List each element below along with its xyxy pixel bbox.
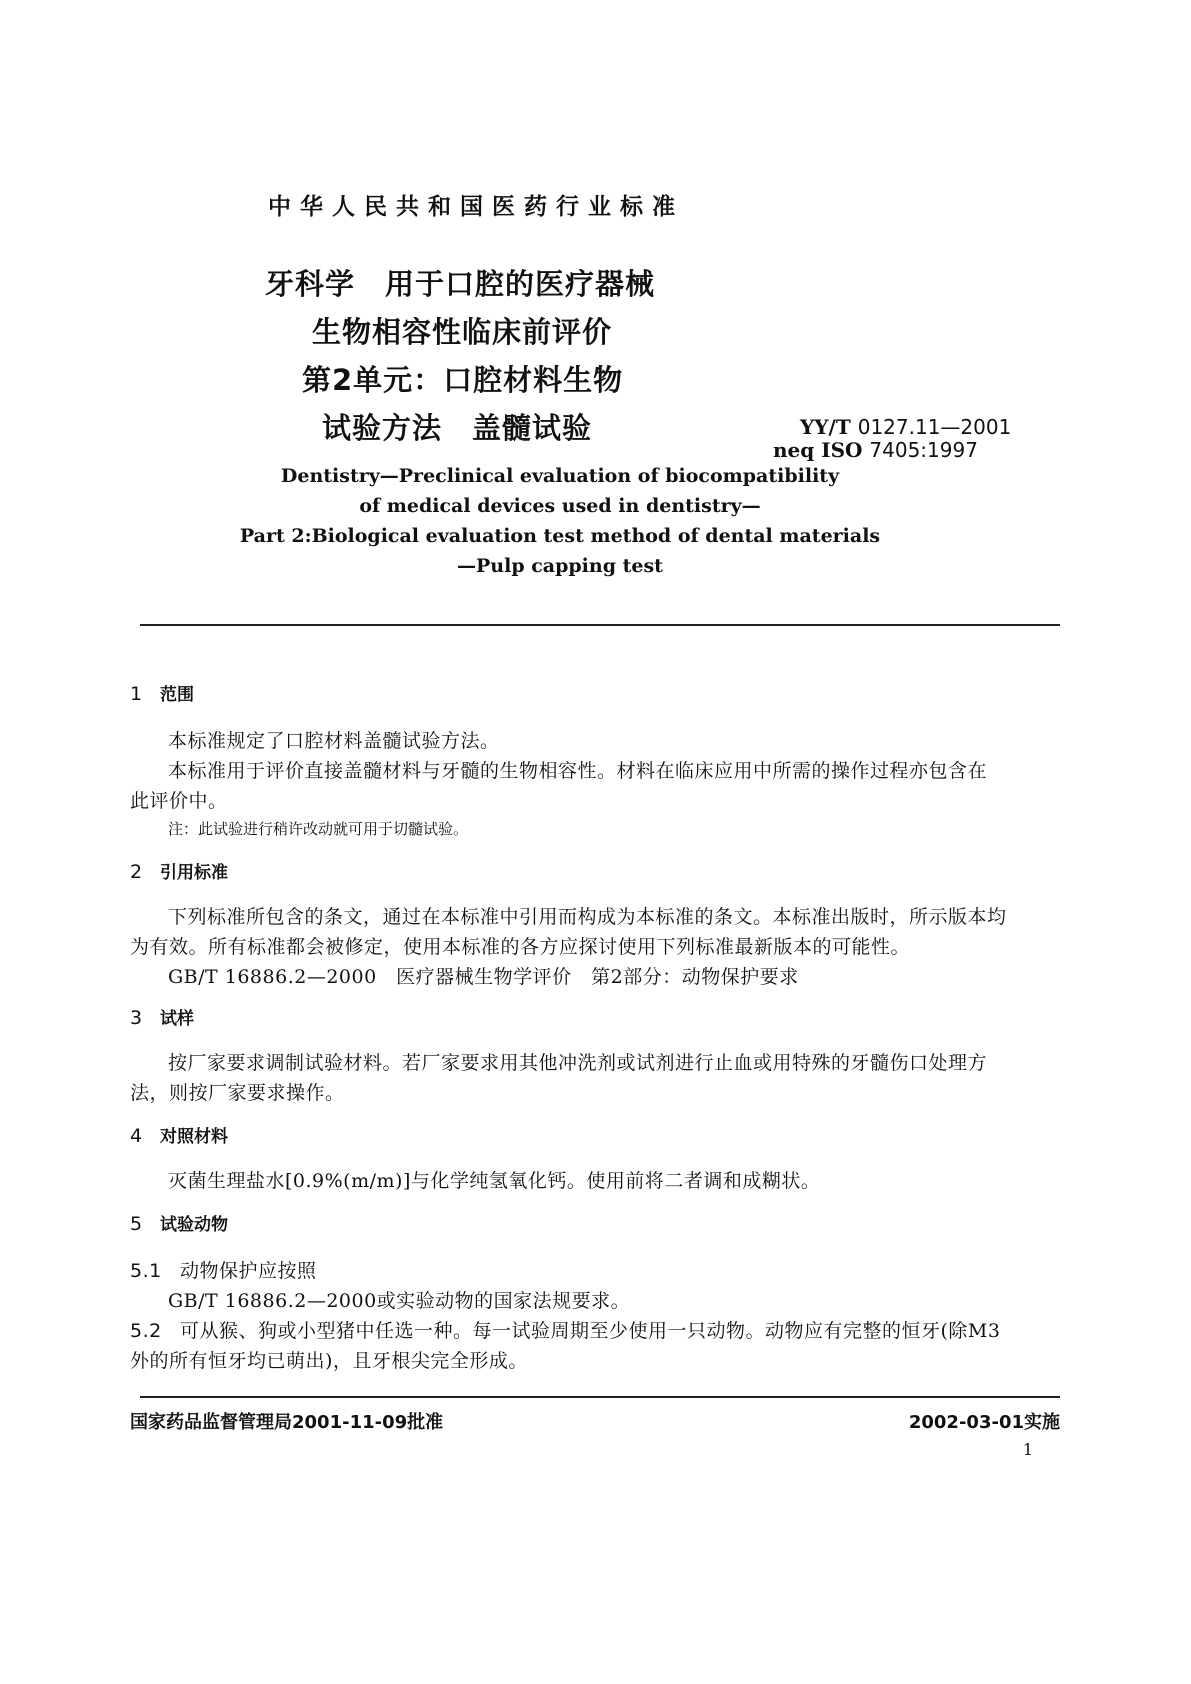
paragraph-continuation: 为有效。所有标准都会被修定，使用本标准的各方应探讨使用下列标准最新版本的可能性。: [130, 936, 911, 958]
english-title-line-1: Dentistry—Preclinical evaluation of biocompatibility: [280, 465, 840, 487]
approval-date: 国家药品监督管理局2001-11-09批准: [130, 1412, 444, 1433]
paragraph: 按厂家要求调制试验材料。若厂家要求用其他冲洗剂或试剂进行止血或用特殊的牙髓伤口处理方: [168, 1052, 988, 1074]
section-title: 引用标准: [160, 863, 228, 883]
section-title: 对照材料: [160, 1127, 228, 1147]
section-1-heading: [130, 680, 194, 705]
clause-number: 5.2: [130, 1320, 162, 1342]
section-number: 2: [130, 861, 143, 883]
clause-5-1: [130, 1256, 317, 1283]
page-number: 1: [1022, 1440, 1033, 1459]
english-title-line-4: —Pulp capping test: [457, 555, 663, 577]
section-title: 试样: [160, 1009, 194, 1029]
title-line-4: 试验方法 盖髓试验: [322, 411, 593, 445]
section-2-heading: [130, 858, 228, 883]
issuing-organization: 中华人民共和国医药行业标准: [268, 194, 684, 220]
paragraph: 本标准用于评价直接盖髓材料与牙髓的生物相容性。材料在临床应用中所需的操作过程亦包含在: [168, 760, 988, 782]
note: 注：此试验进行稍许改动就可用于切髓试验。: [168, 820, 469, 838]
normative-reference: GB/T 16886.2—2000 医疗器械生物学评价 第2部分：动物保护要求: [168, 966, 799, 988]
paragraph: 灭菌生理盐水[0.9%(m/m)]与化学纯氢氧化钙。使用前将二者调和成糊状。: [168, 1170, 821, 1192]
paragraph-continuation: 外的所有恒牙均已萌出)，且牙根尖完全形成。: [130, 1350, 528, 1372]
header-divider: [140, 624, 1060, 626]
section-number: 3: [130, 1007, 143, 1029]
equivalent-number: 7405:1997: [869, 438, 978, 462]
clause-5-2: [130, 1316, 1000, 1343]
footer-divider: [140, 1396, 1060, 1398]
standard-code-number: 0127.11—2001: [857, 415, 1012, 439]
title-line-3: 第2单元：口腔材料生物: [302, 363, 624, 397]
english-title-line-3: Part 2:Biological evaluation test method of dental materials: [239, 525, 881, 547]
section-title: 范围: [160, 685, 194, 705]
clause-number: 5.1: [130, 1260, 162, 1282]
title-line-1: 牙科学 用于口腔的医疗器械: [265, 267, 656, 301]
equivalent-prefix: neq ISO: [773, 438, 863, 462]
paragraph: GB/T 16886.2—2000或实验动物的国家法规要求。: [168, 1290, 631, 1312]
effective-date: 2002-03-01实施: [908, 1412, 1060, 1433]
clause-text: 可从猴、狗或小型猪中任选一种。每一试验周期至少使用一只动物。动物应有完整的恒牙(除M3: [180, 1320, 1001, 1342]
section-title: 试验动物: [160, 1215, 228, 1235]
english-title-line-2: of medical devices used in dentistry—: [359, 495, 761, 517]
equivalent-standard: [773, 438, 978, 462]
section-number: 4: [130, 1125, 143, 1147]
section-number: 5: [130, 1213, 143, 1235]
title-line-2: 生物相容性临床前评价: [312, 315, 613, 349]
section-number: 1: [130, 683, 143, 705]
standard-code-prefix: YY/T: [800, 415, 851, 439]
section-3-heading: [130, 1004, 194, 1029]
standard-code: [800, 415, 1011, 439]
clause-text: 动物保护应按照: [180, 1260, 317, 1282]
paragraph: 下列标准所包含的条文，通过在本标准中引用而构成为本标准的条文。本标准出版时，所示版本均: [168, 906, 1007, 928]
paragraph-continuation: 法，则按厂家要求操作。: [130, 1082, 345, 1104]
paragraph-continuation: 此评价中。: [130, 790, 228, 812]
section-4-heading: [130, 1122, 228, 1147]
section-5-heading: [130, 1210, 228, 1235]
paragraph: 本标准规定了口腔材料盖髓试验方法。: [168, 730, 500, 752]
